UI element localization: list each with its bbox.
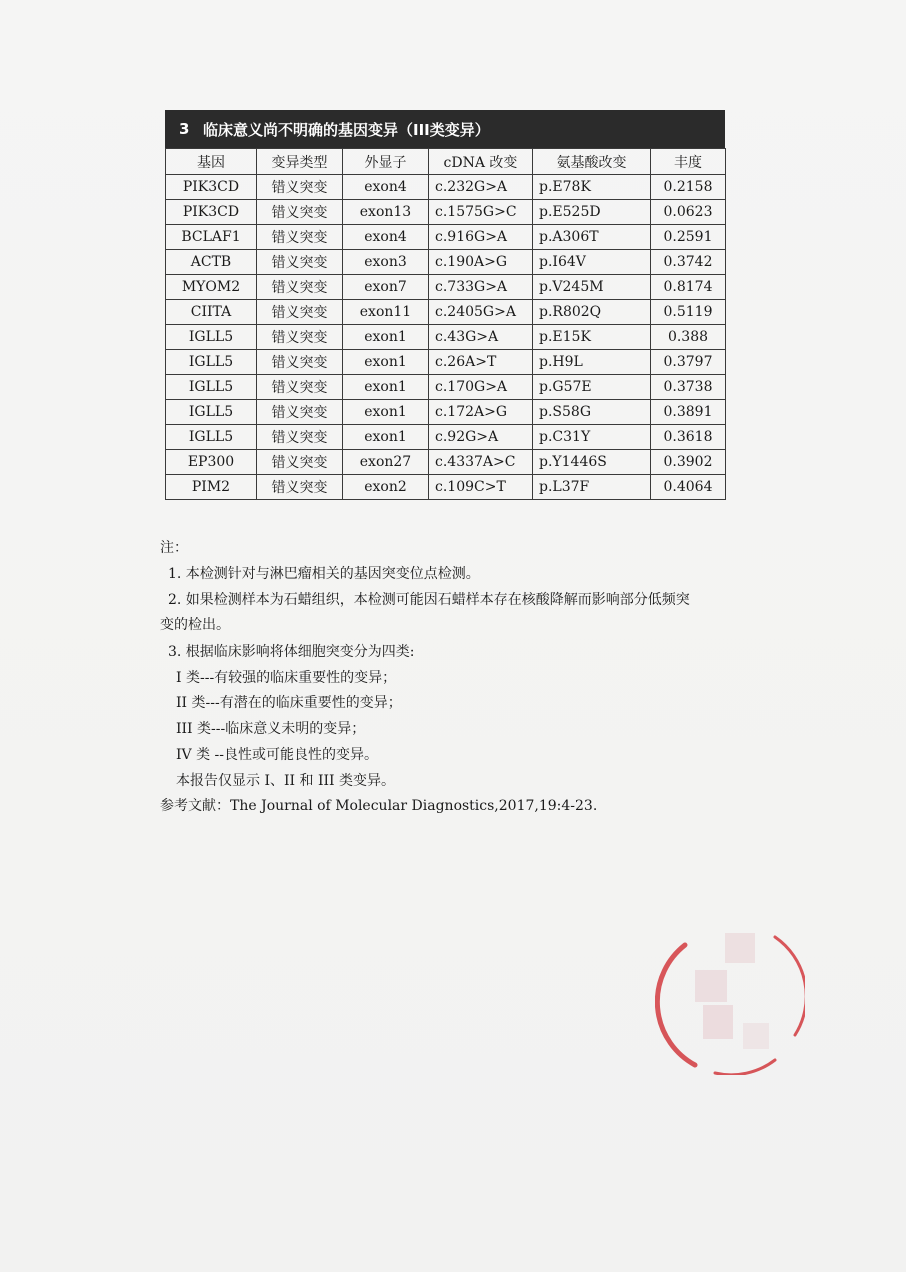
- redaction-block: [703, 1005, 733, 1039]
- class-4: IV 类 --良性或可能良性的变异。: [176, 747, 379, 763]
- cdna-cell: c.172A>G: [429, 400, 533, 425]
- cdna-cell: c.92G>A: [429, 425, 533, 450]
- exon-cell: exon7: [343, 275, 429, 300]
- table-row: [166, 450, 726, 475]
- amino-acid-cell: p.S58G: [533, 400, 651, 425]
- class-1: I 类---有较强的临床重要性的变异；: [176, 670, 397, 686]
- exon-cell: exon1: [343, 325, 429, 350]
- gene-cell: IGLL5: [166, 400, 257, 425]
- table-row: [166, 200, 726, 225]
- table-header-row: [166, 149, 726, 175]
- exon-cell: exon13: [343, 200, 429, 225]
- exon-cell: exon2: [343, 475, 429, 500]
- cdna-cell: c.190A>G: [429, 250, 533, 275]
- table-row: [166, 300, 726, 325]
- abundance-cell: 0.8174: [651, 275, 726, 300]
- gene-cell: PIM2: [166, 475, 257, 500]
- redaction-block: [743, 1023, 769, 1049]
- header-exon: 外显子: [343, 149, 429, 175]
- cdna-cell: c.232G>A: [429, 175, 533, 200]
- gene-cell: IGLL5: [166, 375, 257, 400]
- variant-type-cell: 错义突变: [257, 325, 343, 350]
- amino-acid-cell: p.E15K: [533, 325, 651, 350]
- abundance-cell: 0.3891: [651, 400, 726, 425]
- header-abundance: 丰度: [651, 149, 726, 175]
- class-3: III 类---临床意义未明的变异；: [176, 721, 366, 737]
- abundance-cell: 0.2158: [651, 175, 726, 200]
- abundance-cell: 0.3902: [651, 450, 726, 475]
- redaction-block: [695, 970, 727, 1002]
- redaction-block: [725, 933, 755, 963]
- cdna-cell: c.26A>T: [429, 350, 533, 375]
- variant-type-cell: 错义突变: [257, 300, 343, 325]
- amino-acid-cell: p.I64V: [533, 250, 651, 275]
- gene-cell: ACTB: [166, 250, 257, 275]
- amino-acid-cell: p.C31Y: [533, 425, 651, 450]
- class-2: II 类---有潜在的临床重要性的变异；: [176, 695, 402, 711]
- gene-cell: BCLAF1: [166, 225, 257, 250]
- gene-cell: IGLL5: [166, 350, 257, 375]
- abundance-cell: 0.3738: [651, 375, 726, 400]
- table-row: [166, 325, 726, 350]
- table-row: [166, 375, 726, 400]
- cdna-cell: c.1575G>C: [429, 200, 533, 225]
- exon-cell: exon1: [343, 400, 429, 425]
- amino-acid-cell: p.E525D: [533, 200, 651, 225]
- variant-type-cell: 错义突变: [257, 425, 343, 450]
- table-row: [166, 425, 726, 450]
- amino-acid-cell: p.R802Q: [533, 300, 651, 325]
- exon-cell: exon1: [343, 425, 429, 450]
- abundance-cell: 0.5119: [651, 300, 726, 325]
- amino-acid-cell: p.L37F: [533, 475, 651, 500]
- table-row: [166, 275, 726, 300]
- cdna-cell: c.43G>A: [429, 325, 533, 350]
- variant-type-cell: 错义突变: [257, 225, 343, 250]
- report-scope: 本报告仅显示 I、II 和 III 类变异。: [176, 773, 395, 789]
- amino-acid-cell: p.V245M: [533, 275, 651, 300]
- abundance-cell: 0.3797: [651, 350, 726, 375]
- abundance-cell: 0.2591: [651, 225, 726, 250]
- abundance-cell: 0.3742: [651, 250, 726, 275]
- table-body: [166, 175, 726, 500]
- note-item-1: 1. 本检测针对与淋巴瘤相关的基因突变位点检测。: [168, 566, 480, 582]
- table-row: [166, 400, 726, 425]
- variant-type-cell: 错义突变: [257, 275, 343, 300]
- table-row: [166, 225, 726, 250]
- variant-type-cell: 错义突变: [257, 375, 343, 400]
- variant-type-cell: 错义突变: [257, 475, 343, 500]
- amino-acid-cell: p.Y1446S: [533, 450, 651, 475]
- gene-cell: PIK3CD: [166, 200, 257, 225]
- variant-table: [165, 148, 726, 500]
- header-amino-acid: 氨基酸改变: [533, 149, 651, 175]
- section-header: [165, 110, 725, 148]
- exon-cell: exon4: [343, 225, 429, 250]
- section-title: 临床意义尚不明确的基因变异（III类变异）: [203, 120, 490, 139]
- gene-cell: EP300: [166, 450, 257, 475]
- amino-acid-cell: p.H9L: [533, 350, 651, 375]
- table-row: [166, 175, 726, 200]
- official-seal-stamp: [655, 925, 805, 1075]
- exon-cell: exon4: [343, 175, 429, 200]
- section-number: 3: [179, 120, 190, 138]
- note-item-2: 2. 如果检测样本为石蜡组织，本检测可能因石蜡样本存在核酸降解而影响部分低频突: [168, 592, 690, 608]
- exon-cell: exon3: [343, 250, 429, 275]
- cdna-cell: c.733G>A: [429, 275, 533, 300]
- amino-acid-cell: p.E78K: [533, 175, 651, 200]
- amino-acid-cell: p.G57E: [533, 375, 651, 400]
- table-row: [166, 350, 726, 375]
- header-variant-type: 变异类型: [257, 149, 343, 175]
- gene-cell: PIK3CD: [166, 175, 257, 200]
- variant-type-cell: 错义突变: [257, 175, 343, 200]
- cdna-cell: c.4337A>C: [429, 450, 533, 475]
- variant-type-cell: 错义突变: [257, 400, 343, 425]
- header-cdna: cDNA 改变: [429, 149, 533, 175]
- note-item-2-cont: 变的检出。: [160, 617, 230, 633]
- abundance-cell: 0.4064: [651, 475, 726, 500]
- cdna-cell: c.170G>A: [429, 375, 533, 400]
- variant-type-cell: 错义突变: [257, 250, 343, 275]
- exon-cell: exon27: [343, 450, 429, 475]
- variant-type-cell: 错义突变: [257, 350, 343, 375]
- cdna-cell: c.916G>A: [429, 225, 533, 250]
- cdna-cell: c.2405G>A: [429, 300, 533, 325]
- abundance-cell: 0.388: [651, 325, 726, 350]
- abundance-cell: 0.0623: [651, 200, 726, 225]
- exon-cell: exon1: [343, 350, 429, 375]
- table-row: [166, 475, 726, 500]
- gene-cell: CIITA: [166, 300, 257, 325]
- note-item-3: 3. 根据临床影响将体细胞突变分为四类:: [168, 644, 415, 660]
- gene-cell: IGLL5: [166, 325, 257, 350]
- amino-acid-cell: p.A306T: [533, 225, 651, 250]
- variant-type-cell: 错义突变: [257, 200, 343, 225]
- variant-type-cell: 错义突变: [257, 450, 343, 475]
- abundance-cell: 0.3618: [651, 425, 726, 450]
- header-gene: 基因: [166, 149, 257, 175]
- gene-cell: MYOM2: [166, 275, 257, 300]
- cdna-cell: c.109C>T: [429, 475, 533, 500]
- reference: 参考文献：The Journal of Molecular Diagnostics,2017,19:4-23.: [160, 798, 598, 814]
- exon-cell: exon11: [343, 300, 429, 325]
- notes-heading: 注：: [160, 540, 188, 556]
- table-row: [166, 250, 726, 275]
- exon-cell: exon1: [343, 375, 429, 400]
- gene-cell: IGLL5: [166, 425, 257, 450]
